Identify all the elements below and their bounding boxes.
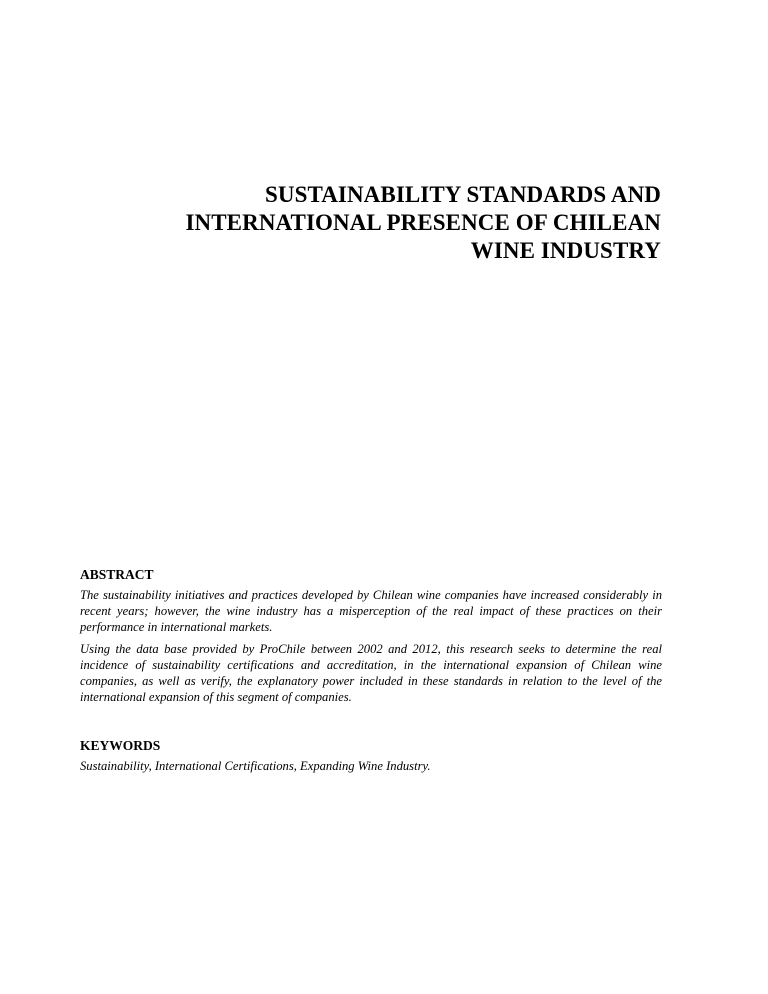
title-line-1: SUSTAINABILITY STANDARDS AND bbox=[264, 182, 661, 208]
keywords-heading: KEYWORDS bbox=[80, 738, 161, 753]
abstract-paragraph-1: The sustainability initiatives and practices developed by Chilean wine companies have increased considerably in recent years; however, the wine industry has a misperception of the real impact of these practices on their performance in international markets. bbox=[80, 588, 662, 634]
keywords-text: Sustainability, International Certifications, Expanding Wine Industry. bbox=[80, 759, 431, 773]
abstract-paragraph-2: Using the data base provided by ProChile between 2002 and 2012, this research seeks to determine the real incidence of sustainability certifications and accreditation, in the international expansion of Chilean wine companies, as well as verify, the explanatory power included in these standards in relation to the level of the international expansion of this segment of companies. bbox=[80, 642, 662, 704]
title-line-3: WINE INDUSTRY bbox=[470, 238, 661, 264]
title-line-2: INTERNATIONAL PRESENCE OF CHILEAN bbox=[185, 210, 661, 236]
abstract-heading: ABSTRACT bbox=[80, 567, 154, 582]
keywords-section bbox=[80, 738, 662, 782]
abstract-section bbox=[80, 567, 662, 713]
paper-title bbox=[140, 181, 661, 265]
